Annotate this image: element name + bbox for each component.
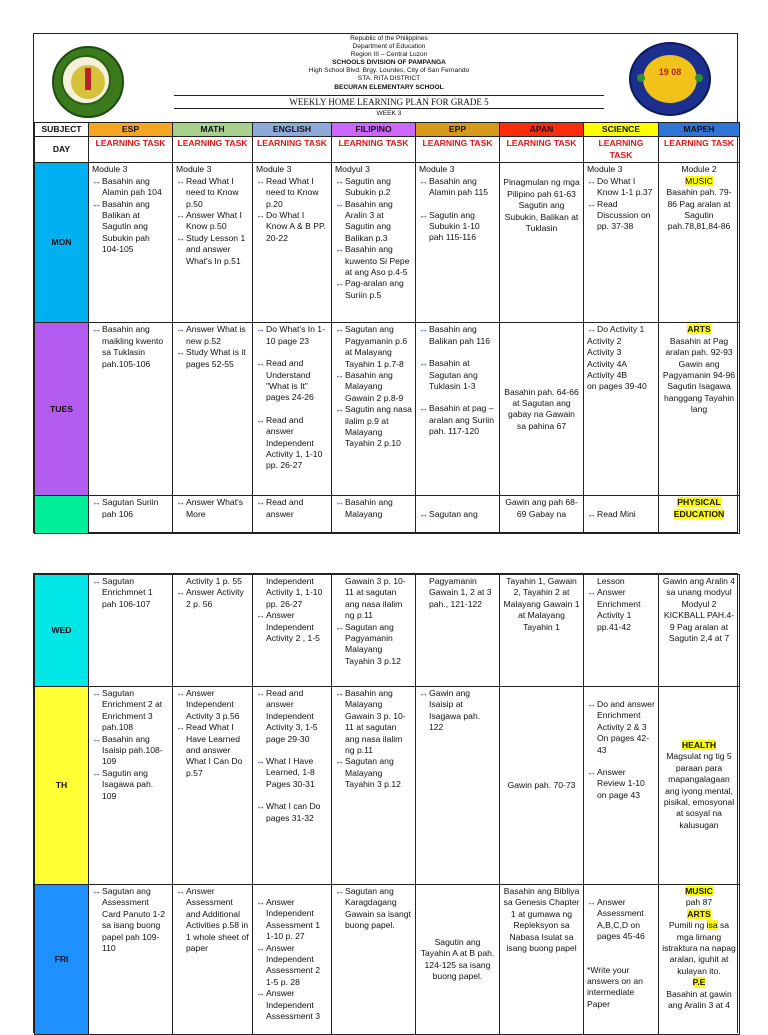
mon-math: Module 3 ↔ Read What I need to Know p.50 ↔ Answer What I Know p.50 ↔ Study Lesson 1 and answer What's In p.51 xyxy=(173,163,253,323)
divider xyxy=(174,95,604,96)
wed-mapeh: Gawin ang Aralin 4 sa unang modyul Modyul 2 KICKBALL PAH.4-9 Pag aralan at Sagutin 2,4 at 7 xyxy=(659,575,740,687)
weekly-plan-table xyxy=(34,122,740,534)
fri-esp: ↔ Sagutan ang Assessment Card Panuto 1-2 sa isang buong papel pah 109-110 xyxy=(89,885,173,1035)
task-header: LEARNING TASK xyxy=(659,137,740,163)
tues-epp: ↔ Basahin ang Balikan pah 116 ↔ Basahin at Sagutan ang Tuklasin 1-3 ↔ Basahin at pag –aralan ang Suriin pah. 117-120 xyxy=(416,323,500,496)
header-school: BECURAN ELEMENTARY SCHOOL xyxy=(334,84,444,91)
wed-epp-top: ↔ Sagutan ang xyxy=(416,496,500,534)
fri-mapeh: MUSIC pah 87 ARTS Pumili ng isa sa mga limang istraktura na napag aralan, iguhit at kulayan ito. P.E Basahin at gawin ang Aralin 3 at 4 xyxy=(659,885,740,1035)
fri-english: ↔ Answer Independent Assessment 1 1-10 p. 27 ↔ Answer Independent Assessment 2 1-5 p. 28 ↔ Answer Independent Assessment 3 xyxy=(253,885,332,1035)
task-header: LEARNING TASK xyxy=(584,137,659,163)
wed-epp: Pagyamanin Gawain 1, 2 at 3 pah., 121-122 xyxy=(416,575,500,687)
mon-apan: Pinagmulan ng mga Pilipino pah 61-63 Sagutin ang Subukin, Balikan at Tuklasin xyxy=(500,163,584,323)
document-page-1 xyxy=(33,33,738,533)
subject-english: ENGLISH xyxy=(253,123,332,137)
day-wed: WED xyxy=(35,575,89,687)
fri-filipino: ↔ Sagutan ang Karagdagang Gawain sa isangt buong papel. xyxy=(332,885,416,1035)
day-wed-partial xyxy=(35,496,89,534)
th-english: ↔ Read and answer Independent Activity 3, 1-5 page 29-30 ↔ What I Have Learned, 1-8 Pages 30-31 ↔ What I can Do pages 31-32 xyxy=(253,687,332,885)
subject-filipino: FILIPINO xyxy=(332,123,416,137)
th-math: ↔ Answer Independent Activity 3 p.56 ↔ Read What I Have Learned and answer What I Can Do p.57 xyxy=(173,687,253,885)
wed-science: Lesson ↔ Answer Enrichment Activity 1 pp.41-42 xyxy=(584,575,659,687)
wed-filipino: Gawain 3 p. 10-11 at sagutan ang nasa ilalim ng p.11 ↔ Sagutan ang Pagyamanin Malayang Tayahin 3 p.12 xyxy=(332,575,416,687)
mon-filipino: Modyul 3 ↔ Sagutin ang Subukin p.2 ↔ Basahin ang Aralin 3 at Sagutin ang Balikan p.3 ↔ Basahin ang kuwento Si Pepe at ang Aso p.4-5 ↔ Pag-aralan ang Suriin p.5 xyxy=(332,163,416,323)
tues-esp: ↔ Basahin ang maikling kwento sa Tuklasin pah.105-106 xyxy=(89,323,173,496)
day-fri: FRI xyxy=(35,885,89,1035)
mon-mapeh: Module 2 MUSIC Basahin pah. 79-86 Pag aralan at Sagutin pah.78,81,84-86 xyxy=(659,163,740,323)
document-page-2 xyxy=(33,573,738,1033)
letterhead xyxy=(34,34,737,123)
mon-esp: Module 3 ↔ Basahin ang Alamin pah 104 ↔ Basahin ang Balikan at Sagutin ang Subukin pah 104-105 xyxy=(89,163,173,323)
tues-english: ↔ Do What's In 1-10 page 23 ↔ Read and Understand "What is It" pages 24-26 ↔ Read and answer Independent Activity 1, 1-10 pp. 26-27 xyxy=(253,323,332,496)
th-filipino: ↔ Basahin ang Malayang Gawain 3 p. 10-11 at sagutan ang nasa ilalim ng p.11 ↔ Sagutan ang Malayang Tayahin 3 p.12 xyxy=(332,687,416,885)
header-line-1: Republic of the Philippines xyxy=(350,35,428,42)
subject-header: SUBJECT xyxy=(35,123,89,137)
header-address: High School Blvd. Brgy. Lourdes, City of San Fernando xyxy=(308,67,470,74)
task-header: LEARNING TASK xyxy=(253,137,332,163)
document-title: WEEKLY HOME LEARNING PLAN FOR GRADE 5 xyxy=(289,97,489,107)
mapeh-health-highlight: HEALTH xyxy=(681,739,717,750)
task-header: LEARNING TASK xyxy=(173,137,253,163)
wed-apan-top: Gawin ang pah 68-69 Gabay na xyxy=(500,496,584,534)
fri-apan: Basahin ang Bibliya sa Genesis Chapter 1 at gumawa ng Repleksyon sa Nabasa Isulat sa isang buong papel xyxy=(500,885,584,1035)
task-header: LEARNING TASK xyxy=(89,137,173,163)
th-epp: ↔ Gawin ang Isaisip at Isagawa pah. 122 xyxy=(416,687,500,885)
mapeh-music-highlight: MUSIC xyxy=(685,886,713,896)
day-mon: MON xyxy=(35,163,89,323)
wed-math-top: ↔ Answer What's More xyxy=(173,496,253,534)
mon-epp: Module 3 ↔ Basahin ang Alamin pah 115 ↔ Sagutin ang Subukin 1-10 pah 115-116 xyxy=(416,163,500,323)
header-district: STA. RITA DISTRICT xyxy=(357,75,421,82)
seal-year: 19 08 xyxy=(658,67,682,77)
fri-science: ↔ Answer Assessment A,B,C,D on pages 45-46 *Write your answers on an intermediate Paper xyxy=(584,885,659,1035)
subject-apan: APAN xyxy=(500,123,584,137)
mon-science: Module 3 ↔ Do What I Know 1-1 p.37 ↔ Read Discussion on pp. 37-38 xyxy=(584,163,659,323)
wed-mapeh-top xyxy=(659,496,740,534)
task-header: LEARNING TASK xyxy=(500,137,584,163)
subject-esp: ESP xyxy=(89,123,173,137)
th-esp: ↔ Sagutan Enrichment 2 at Enrichment 3 pah.108 ↔ Basahin ang Isaisip pah.108-109 ↔ Sagutin ang Isagawa pah. 109 xyxy=(89,687,173,885)
header-line-2: Department of Education xyxy=(352,43,426,50)
subject-math: MATH xyxy=(173,123,253,137)
subject-science: SCIENCE xyxy=(584,123,659,137)
th-mapeh: HEALTH Magsulat ng tig 5 paraan para mapangalagaan ang iyong mental, pisikal, emosyonal at sosyal na kalusugan xyxy=(659,687,740,885)
task-header: LEARNING TASK xyxy=(332,137,416,163)
mapeh-pe-highlight: P.E xyxy=(692,977,706,988)
fri-epp: Sagutin ang Tayahin A at B pah. 124-125 sa isang buong papel. xyxy=(416,885,500,1035)
tues-science: ↔ Do Activity 1 Activity 2 Activity 3 Activity 4A Activity 4B on pages 39-40 xyxy=(584,323,659,496)
wed-science-top: ↔ Read Mini xyxy=(584,496,659,534)
mon-english: Module 3 ↔ Read What I need to Know p.20 ↔ Do What I Know A & B PP. 20-22 xyxy=(253,163,332,323)
tues-math: ↔ Answer What is new p.52 ↔ Study What is it pages 52-55 xyxy=(173,323,253,496)
week-label: WEEK 3 xyxy=(376,110,402,117)
wed-filipino-top: ↔ Basahin ang Malayang xyxy=(332,496,416,534)
wed-math: Activity 1 p. 55 ↔ Answer Activity 2 p. 56 xyxy=(173,575,253,687)
task-header: LEARNING TASK xyxy=(416,137,500,163)
day-tues: TUES xyxy=(35,323,89,496)
divider xyxy=(174,108,604,109)
day-th: TH xyxy=(35,687,89,885)
wed-english: Independent Activity 1, 1-10 pp. 26-27 ↔ Answer Independent Activity 2 , 1-5 xyxy=(253,575,332,687)
th-science: ↔ Do and answer Enrichment Activity 2 & 3 On pages 42-43 ↔ Answer Review 1-10 on page 43 xyxy=(584,687,659,885)
subject-mapeh: MAPEH xyxy=(659,123,740,137)
th-apan: Gawin pah. 70-73 xyxy=(500,687,584,885)
mapeh-arts-highlight: ARTS xyxy=(687,324,711,335)
deped-seal-logo xyxy=(52,46,124,118)
tues-mapeh: ARTS Basahin at Pag aralan pah. 92-93 Gawin ang Pagyamanin 94-96 Sagutin Isagawa hanggang Tayahin lang xyxy=(659,323,740,496)
subject-epp: EPP xyxy=(416,123,500,137)
mapeh-arts-highlight: ARTS xyxy=(687,908,711,919)
header-division: SCHOOLS DIVISION OF PAMPANGA xyxy=(332,59,446,66)
fri-math: ↔ Answer Assessment and Additional Activities p.58 in 1 whole sheet of paper xyxy=(173,885,253,1035)
wed-esp: ↔ Sagutan Enrichmnet 1 pah 106-107 xyxy=(89,575,173,687)
mapeh-pe-highlight: PHYSICAL EDUCATION xyxy=(673,497,725,519)
wed-english-top: ↔ Read and answer xyxy=(253,496,332,534)
header-line-3: Region III – Central Luzon xyxy=(350,51,428,58)
wed-esp-top: ↔ Sagutan Suriin pah 106 xyxy=(89,496,173,534)
day-header: DAY xyxy=(35,137,89,163)
wed-apan: Tayahin 1, Gawain 2, Tayahin 2 at Malayang Gawain 1 at Malayang Tayahin 1 xyxy=(500,575,584,687)
tues-apan: Basahin pah. 64-66 at Sagutan ang gabay na Gawain sa pahina 67 xyxy=(500,323,584,496)
weekly-plan-table-continued xyxy=(34,574,740,1035)
tues-filipino: ↔ Sagutan ang Pagyamanin p.6 at Malayang Tayahin 1 p.7-8 ↔ Basahin ang Malayang Gawain 2 p.8-9 ↔ Sagutin ang nasa ilalim p.9 at Malayang Tayahin 2 p.10 xyxy=(332,323,416,496)
school-seal-logo xyxy=(629,42,711,116)
mapeh-music-highlight: MUSIC xyxy=(685,175,713,186)
